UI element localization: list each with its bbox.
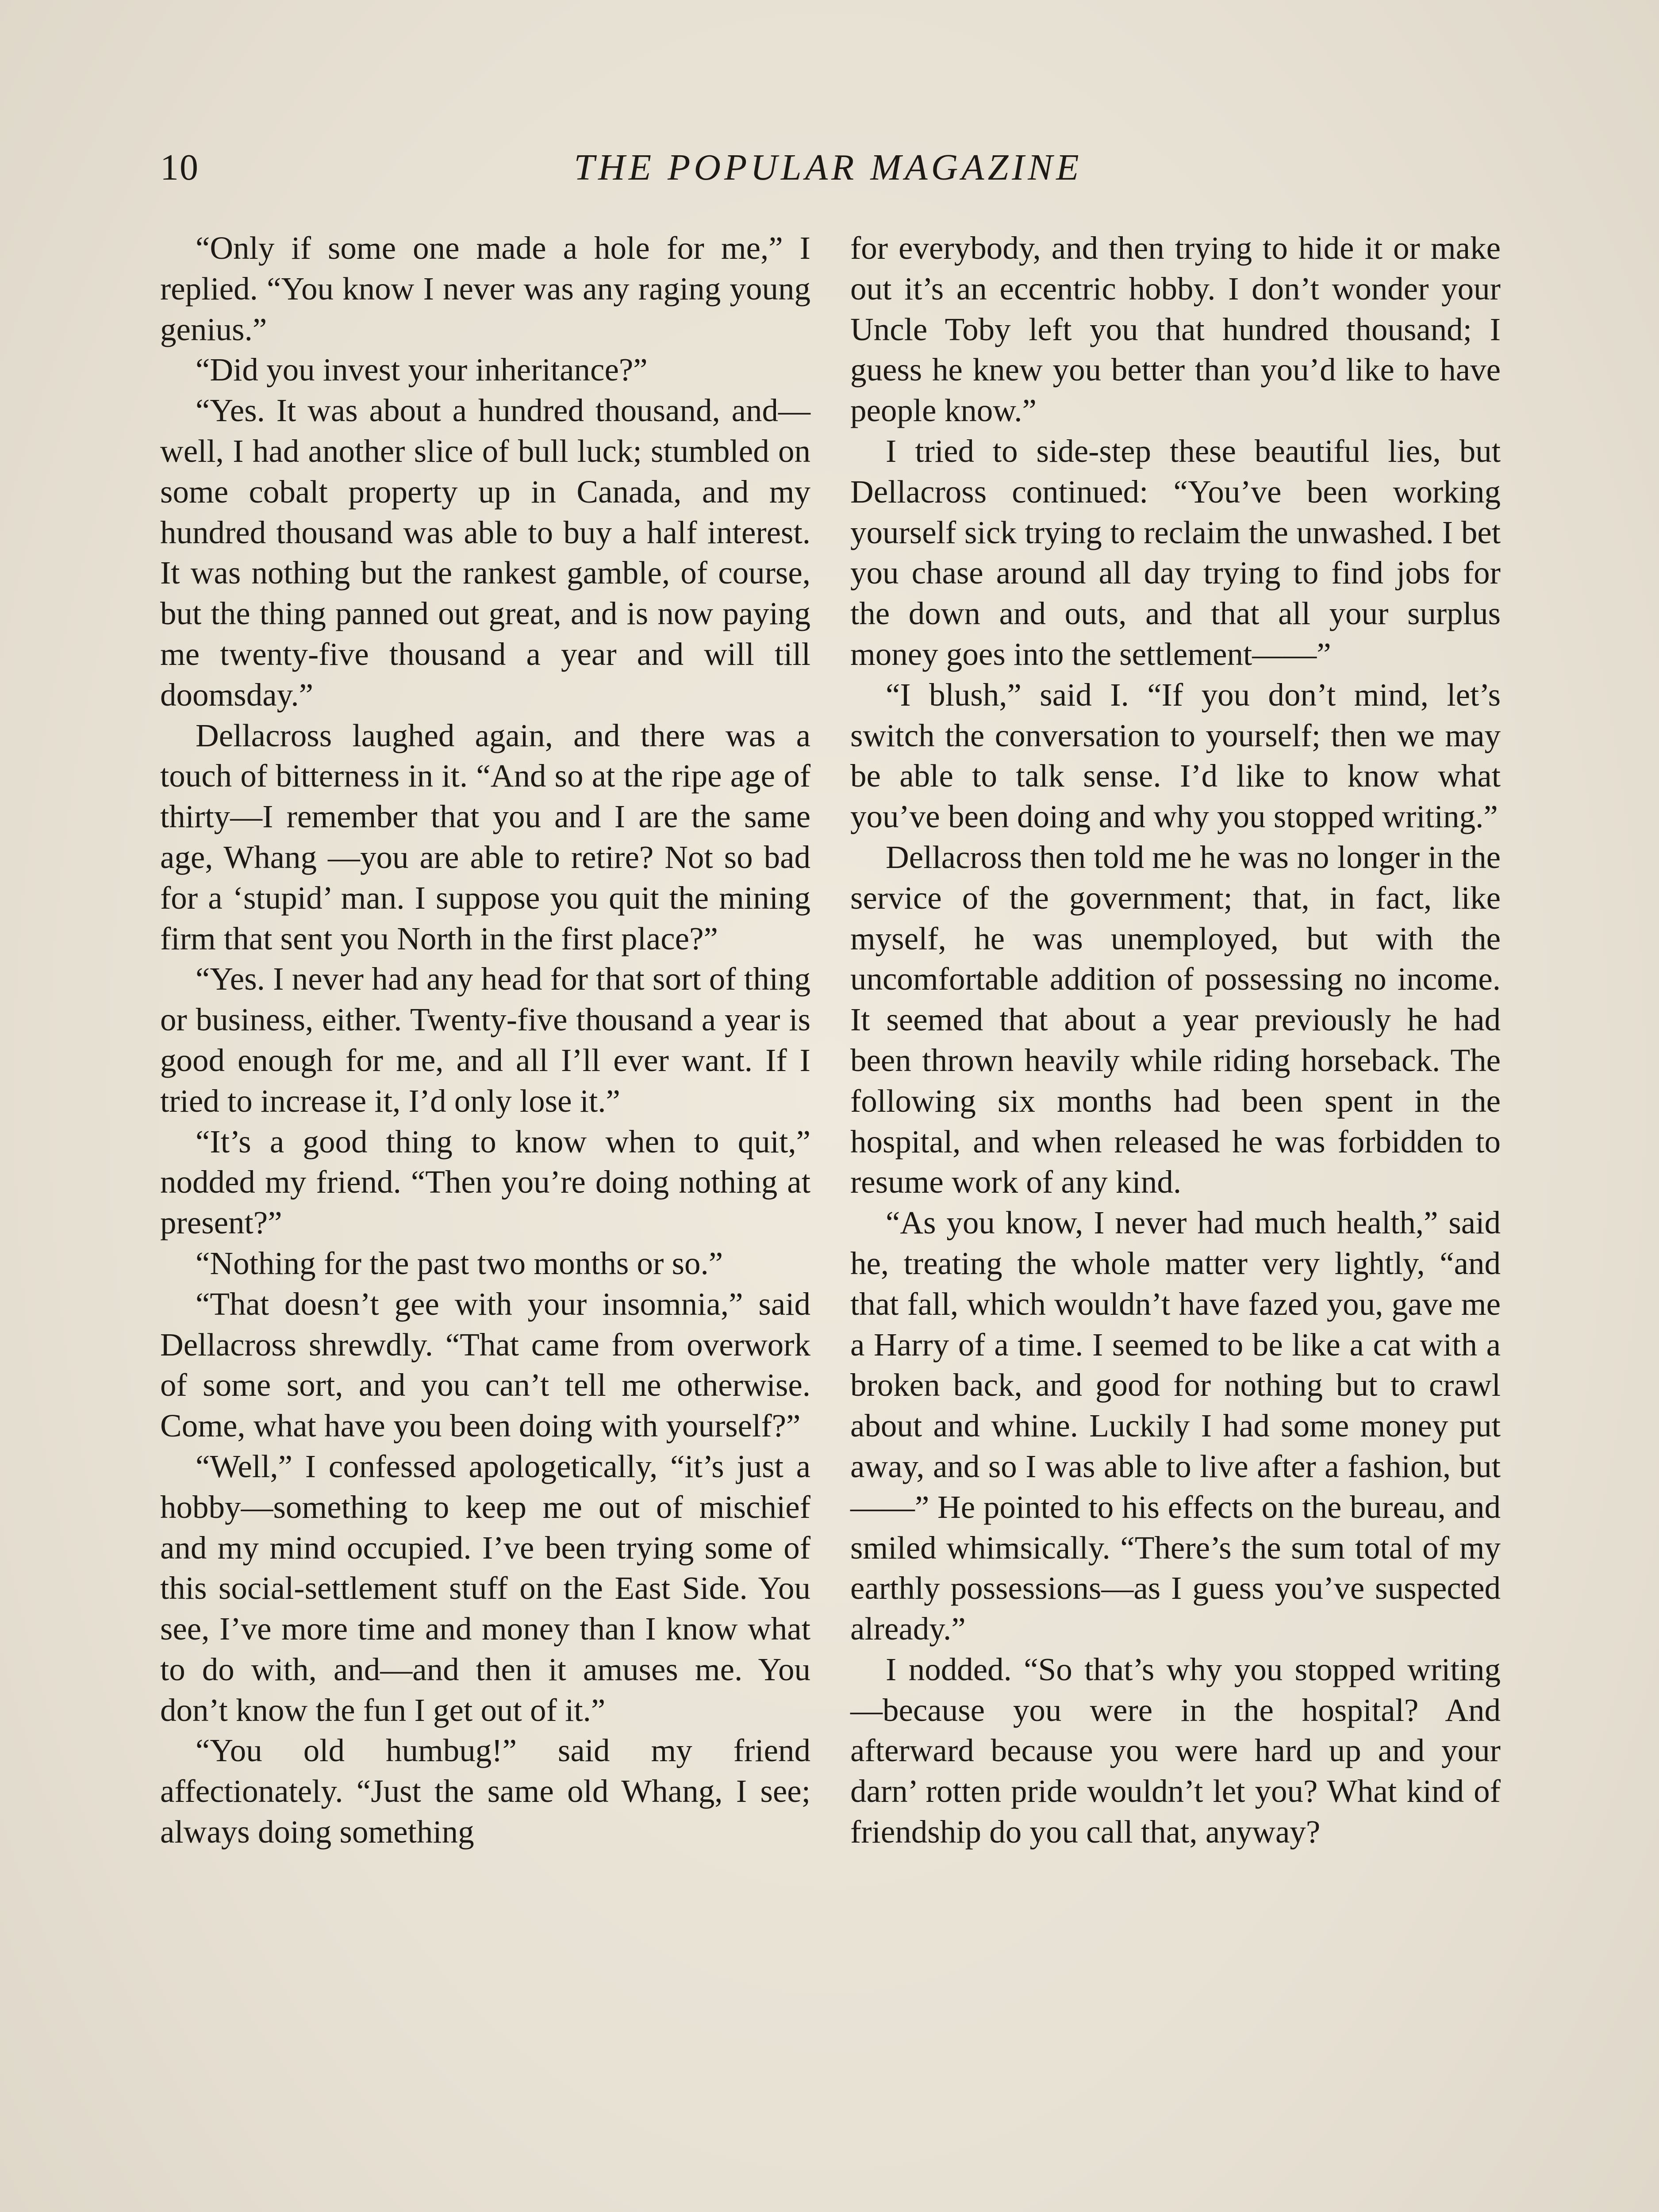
page-number: 10 bbox=[160, 147, 199, 188]
paragraph: “Did you invest your inheritance?” bbox=[196, 352, 648, 388]
paragraph: “As you know, I never had much health,” said he, treating the whole matter very lightly, “and that fall, which wouldn’t have fazed you, gave me a Harry of a time. I seemed to be like a cat with a broken back, and good for nothing but to crawl about and whine. Luckily I had some money put away, and so I was able to live after a fashion, but——” He pointed to his effects on the bureau, and smiled whimsically. “There’s the sum total of my earthly possessions—as I guess you’ve suspected already.” bbox=[850, 1205, 1501, 1647]
paragraph: I nodded. “So that’s why you stopped writing—because you were in the hospital? And afterward because you were hard up and your darn’ rotten pride wouldn’t let you? What kind of friendship do you call that, anyway? bbox=[850, 1651, 1501, 1850]
paragraph: “Yes. It was about a hundred thousand, and—well, I had another slice of bull luck; stumbled on some cobalt property up in Canada, and my hundred thousand was able to buy a half interest. It was nothing but the rankest gamble, of course, but the thing panned out great, and is now paying me twenty-five thousand a year and will till doomsday.” bbox=[160, 392, 810, 713]
right-column bbox=[850, 228, 1501, 1852]
paragraph: Dellacross then told me he was no longer in the service of the government; that, in fact, like myself, he was unemployed, but with the uncomfortable addition of possessing no income. It seemed that about a year previously he had been thrown heavily while riding horseback. The following six months had been spent in the hospital, and when released he was forbidden to resume work of any kind. bbox=[850, 839, 1501, 1200]
left-column bbox=[160, 228, 810, 1852]
paragraph: “You old humbug!” said my friend affectionately. “Just the same old Whang, I see; always doing something bbox=[160, 1732, 810, 1850]
paragraph: “Nothing for the past two months or so.” bbox=[196, 1245, 723, 1281]
paragraph: I tried to side-step these beautiful lies, but Dellacross continued: “You’ve been working yourself sick trying to reclaim the unwashed. I bet you chase around all day trying to find jobs for the down and outs, and that all your surplus money goes into the settlement——” bbox=[850, 433, 1501, 672]
paragraph: “Only if some one made a hole for me,” I replied. “You know I never was any raging young genius.” bbox=[160, 230, 810, 347]
paragraph: “I blush,” said I. “If you don’t mind, let’s switch the conversation to yourself; then we may be able to talk sense. I’d like to know what you’ve been doing and why you stopped writing.” bbox=[850, 676, 1501, 835]
paragraph: “Yes. I never had any head for that sort of thing or business, either. Twenty-five thousand a year is good enough for me, and all I’ll ever want. If I tried to increase it, I’d only lose it.” bbox=[160, 961, 810, 1119]
paragraph: “That doesn’t gee with your insomnia,” said Dellacross shrewdly. “That came from overwork of some sort, and you can’t tell me otherwise. Come, what have you been doing with yourself?” bbox=[160, 1286, 810, 1444]
page-header bbox=[160, 146, 1496, 199]
running-title: THE POPULAR MAGAZINE bbox=[574, 147, 1083, 188]
paragraph: “Well,” I confessed apologetically, “it’s just a hobby—something to keep me out of mischief and my mind occupied. I’ve been trying some of this social-settlement stuff on the East Side. You see, I’ve more time and money than I know what to do with, and—and then it amuses me. You don’t know the fun I get out of it.” bbox=[160, 1448, 810, 1728]
paragraph-continuation: for everybody, and then trying to hide it or make out it’s an eccentric hobby. I don’t wonder your Uncle Toby left you that hundred thousand; I guess he knew you better than you’d like to have people know.” bbox=[850, 230, 1501, 429]
paragraph: “It’s a good thing to know when to quit,” nodded my friend. “Then you’re doing nothing at present?” bbox=[160, 1123, 810, 1241]
paragraph: Dellacross laughed again, and there was a touch of bitterness in it. “And so at the ripe age of thirty—I remember that you and I are the same age, Whang —you are able to retire? Not so bad for a ‘stupid’ man. I suppose you quit the mining firm that sent you North in the first place?” bbox=[160, 717, 810, 956]
